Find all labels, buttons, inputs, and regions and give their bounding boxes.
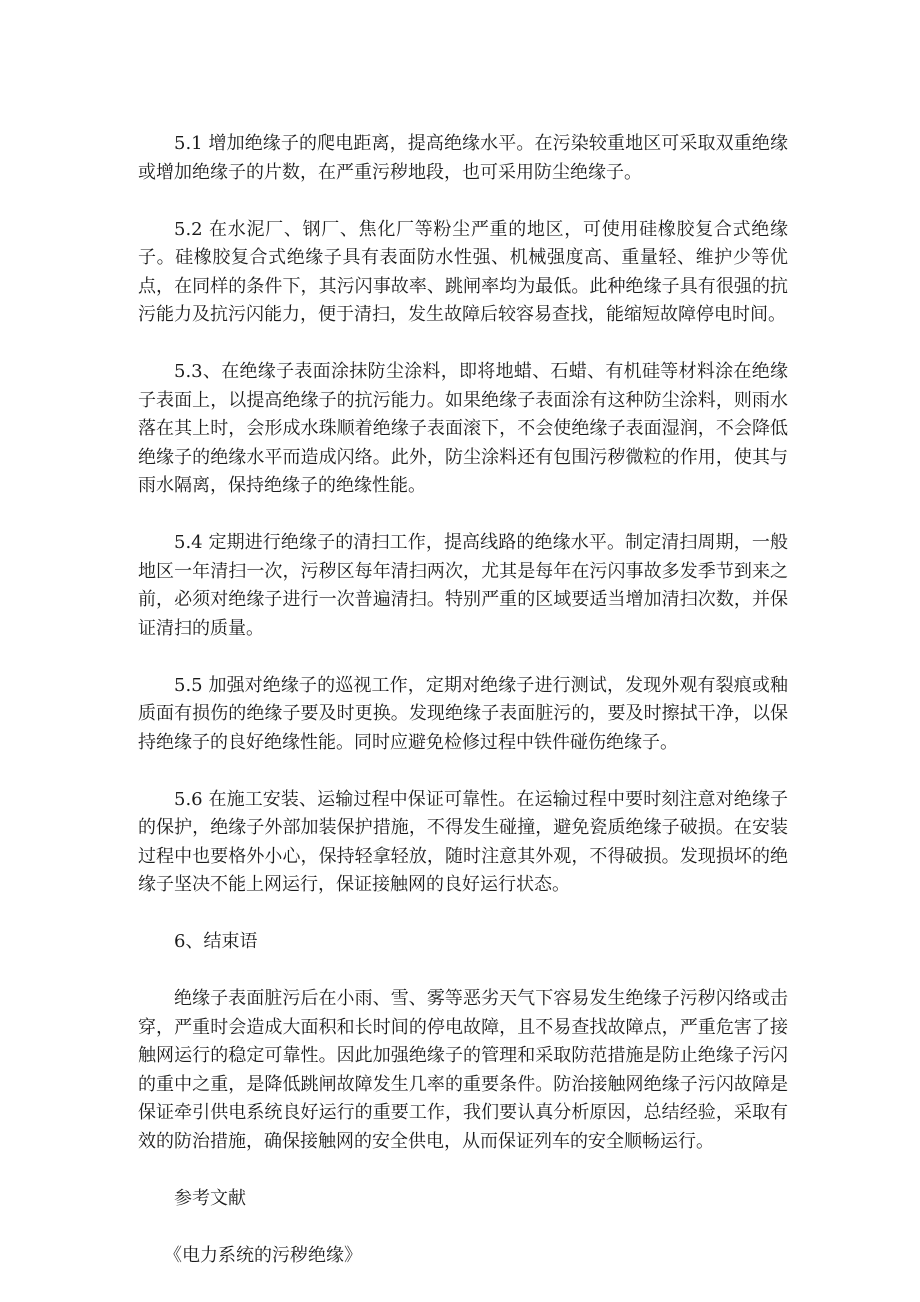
reference-item: 《电力系统的污秽绝缘》 [164,1244,362,1266]
document-body [138,130,788,1270]
paragraph-5-1: 5.1 增加绝缘子的爬电距离，提高绝缘水平。在污染较重地区可采取双重绝缘或增加绝缘子的片数，在严重污秽地段，也可采用防尘绝缘子。 [138,133,788,183]
paragraph-5-4: 5.4 定期进行绝缘子的清扫工作，提高线路的绝缘水平。制定清扫周期，一般地区一年清扫一次，污秽区每年清扫两次，尤其是每年在污闪事故多发季节到来之前，必须对绝缘子进行一次普遍清扫。特别严重的区域要适当增加清扫次数，并保证清扫的质量。 [138,532,788,639]
conclusion-heading: 6、结束语 [174,931,258,952]
paragraph-5-5: 5.5 加强对绝缘子的巡视工作，定期对绝缘子进行测试，发现外观有裂痕或釉质面有损伤的绝缘子要及时更换。发现绝缘子表面脏污的，要及时擦拭干净，以保持绝缘子的良好绝缘性能。同时应避免检修过程中铁件碰伤绝缘子。 [138,674,788,753]
conclusion-paragraph: 绝缘子表面脏污后在小雨、雪、雾等恶劣天气下容易发生绝缘子污秽闪络或击穿，严重时会造成大面积和长时间的停电故障，且不易查找故障点，严重危害了接触网运行的稳定可靠性。因此加强绝缘子的管理和采取防范措施是防止绝缘子污闪的重中之重，是降低跳闸故障发生几率的重要条件。防治接触网绝缘子污闪故障是保证牵引供电系统良好运行的重要工作，我们要认真分析原因，总结经验，采取有效的防治措施，确保接触网的安全供电，从而保证列车的安全顺畅运行。 [138,988,788,1152]
references-heading: 参考文献 [174,1187,246,1209]
paragraph-5-6: 5.6 在施工安装、运输过程中保证可靠性。在运输过程中要时刻注意对绝缘子的保护，绝缘子外部加装保护措施，不得发生碰撞，避免瓷质绝缘子破损。在安装过程中也要格外小心，保持轻拿轻放，随时注意其外观，不得破损。发现损坏的绝缘子坚决不能上网运行，保证接触网的良好运行状态。 [138,788,788,895]
paragraph-5-3: 5.3、在绝缘子表面涂抹防尘涂料，即将地蜡、石蜡、有机硅等材料涂在绝缘子表面上，以提高绝缘子的抗污能力。如果绝缘子表面涂有这种防尘涂料，则雨水落在其上时，会形成水珠顺着绝缘子表面滚下，不会使绝缘子表面湿润，不会降低绝缘子的绝缘水平而造成闪络。此外，防尘涂料还有包围污秽微粒的作用，使其与雨水隔离，保持绝缘子的绝缘性能。 [138,361,788,496]
paragraph-5-2: 5.2 在水泥厂、钢厂、焦化厂等粉尘严重的地区，可使用硅橡胶复合式绝缘子。硅橡胶复合式绝缘子具有表面防水性强、机械强度高、重量轻、维护少等优点，在同样的条件下，其污闪事故率、跳闸率均为最低。此种绝缘子具有很强的抗污能力及抗污闪能力，便于清扫，发生故障后较容易查找，能缩短故障停电时间。 [138,218,788,325]
